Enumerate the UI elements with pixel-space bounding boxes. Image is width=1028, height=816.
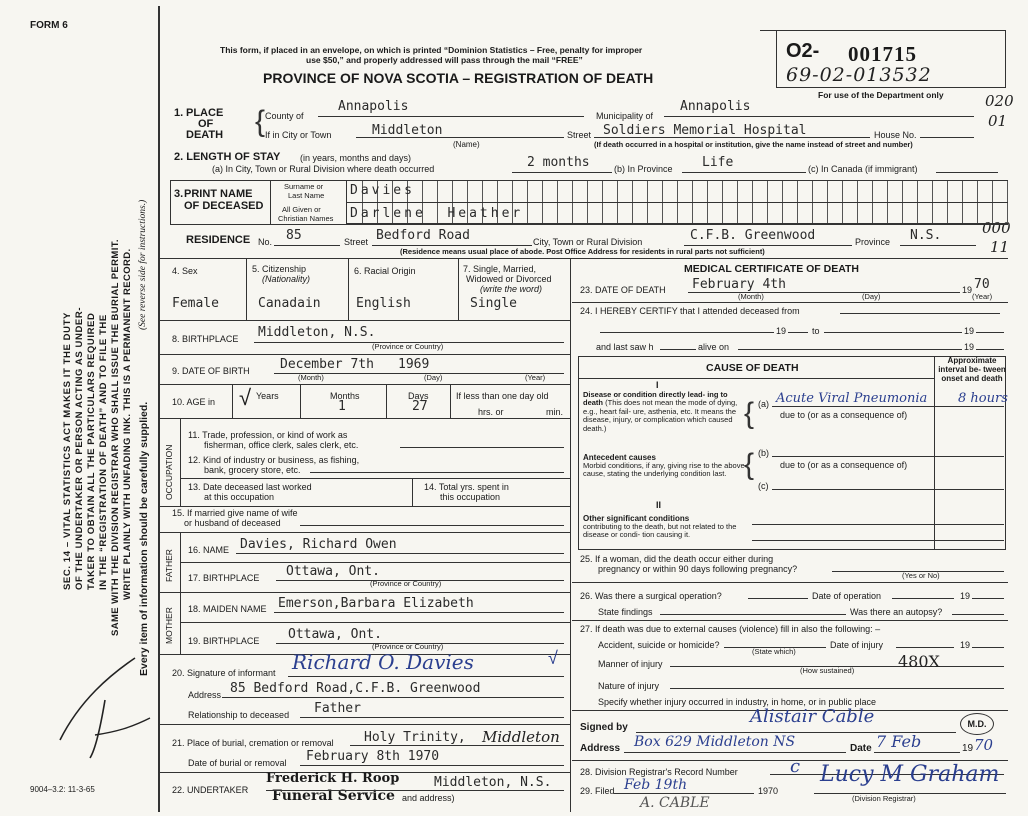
sidebar-scribble xyxy=(55,640,155,760)
q25-label-1: 25. If a woman, did the death occur either during xyxy=(580,554,774,564)
undertaker-label: 22. UNDERTAKER xyxy=(172,785,249,795)
cause-c-label: (c) xyxy=(758,481,769,491)
medical-title: MEDICAL CERTIFICATE OF DEATH xyxy=(684,263,859,275)
findings-line xyxy=(660,614,846,615)
disease-description xyxy=(583,391,745,433)
mother-side-divider xyxy=(180,592,181,654)
marital-label-3: (write the word) xyxy=(480,284,543,294)
injury-19: 19 xyxy=(960,640,971,650)
injury-date-label: Date of injury xyxy=(830,640,884,650)
signed-label: Signed by xyxy=(580,722,628,733)
mother-mid-rule xyxy=(180,622,570,623)
q1-number: 1. xyxy=(174,107,184,119)
dob-label: 9. DATE OF BIRTH xyxy=(172,366,250,376)
occ-div-13 xyxy=(412,478,413,506)
reg-prefix: O2- xyxy=(786,40,820,62)
q14-label-2: this occupation xyxy=(440,492,501,502)
cause-a-label: (a) xyxy=(758,399,769,409)
row-rule-20 xyxy=(160,724,570,725)
form-code: FORM 6 xyxy=(30,20,68,31)
physician-date-label: Date xyxy=(850,743,872,754)
dob-value: December 7th xyxy=(280,357,374,372)
house-line xyxy=(920,137,974,138)
mother-name-label: 18. MAIDEN NAME xyxy=(188,604,267,614)
age-label: 10. AGE in xyxy=(172,397,216,407)
interval-header: Approximate interval be- tween onset and death xyxy=(938,356,1006,383)
q24-line-2b xyxy=(788,332,808,333)
q2-sub: (in years, months and days) xyxy=(300,153,412,163)
q12-label-2: bank, grocery store, etc. xyxy=(204,465,301,475)
side-text-8: (See reverse side for instructions.) xyxy=(138,199,148,330)
mother-side-label: MOTHER xyxy=(164,607,174,644)
state-which: (State which) xyxy=(752,647,796,656)
cause-title: CAUSE OF DEATH xyxy=(706,362,799,374)
informant-address: 85 Bedford Road,C.F.B. Greenwood xyxy=(230,681,481,696)
sidebar-divider xyxy=(158,6,160,812)
q3-left-border xyxy=(170,180,171,224)
other-line-1 xyxy=(752,524,1004,525)
other-line-2 xyxy=(752,540,1004,541)
interval-a-value: 8 hours xyxy=(958,391,1008,406)
filed-line xyxy=(614,793,754,794)
q24-alive-on: alive on xyxy=(698,342,730,352)
racial-value: English xyxy=(356,296,411,311)
dept-use-label: For use of the Department only xyxy=(818,90,944,100)
q26-line-2 xyxy=(892,598,954,599)
grid-top-rule xyxy=(160,258,1008,259)
residence-note: (Residence means usual place of abode. Post Office Address for residents in rural parts not sufficient) xyxy=(400,247,765,256)
header-notice-1: This form, if placed in an envelope, on which is printed “Dominion Statistics – Free, penalty for improper xyxy=(220,45,643,55)
q24-line-1 xyxy=(840,313,1000,314)
age-months-label: Months xyxy=(330,391,360,401)
citizenship-value: Canadain xyxy=(258,296,321,311)
age-days-label: Days xyxy=(408,391,429,401)
row-rule-15 xyxy=(160,532,570,533)
findings-label: State findings xyxy=(598,607,653,617)
given-label-2: Christian Names xyxy=(278,214,334,223)
physician-year-hw: 70 xyxy=(974,736,994,754)
manner-hw: 480X xyxy=(898,652,940,671)
accident-label: Accident, suicide or homicide? xyxy=(598,640,720,650)
q26-line-3 xyxy=(972,598,1004,599)
other-rest: contributing to the death, but not related to the disease or condi- tion causing it. xyxy=(583,522,737,540)
med-rule-23 xyxy=(572,302,1008,303)
q1-brace: { xyxy=(255,105,266,138)
dod-year-label: (Year) xyxy=(972,292,993,301)
house-label: House No. xyxy=(874,130,917,140)
specify-label: Specify whether injury occurred in industry, in home, or in public place xyxy=(598,697,876,707)
cause-a-value: Acute Viral Pneumonia xyxy=(776,391,928,406)
dod-year: 70 xyxy=(974,277,990,292)
residence-city-label: City, Town or Rural Division xyxy=(533,237,643,247)
birthplace-value: Middleton, N.S. xyxy=(258,325,376,340)
q29-label: 29. Filed xyxy=(580,786,615,796)
municipality-label: Municipality of xyxy=(596,111,654,121)
autopsy-line xyxy=(952,614,1004,615)
q12-label-1: 12. Kind of industry or business, as fishing, xyxy=(188,455,360,465)
residence-no-line xyxy=(274,245,340,246)
father-side-label: FATHER xyxy=(164,549,174,582)
occ-rule-12 xyxy=(180,478,570,479)
relationship-line xyxy=(300,717,564,718)
occupation-side-label: OCCUPATION xyxy=(164,444,174,500)
municipality-line xyxy=(664,116,974,117)
age-div-0 xyxy=(232,384,233,418)
residence-province-label: Province xyxy=(855,237,891,247)
age-check-mark: √ xyxy=(239,385,252,410)
street-label: Street xyxy=(567,130,592,140)
q24-line-3c xyxy=(976,349,1004,350)
informant-check: √ xyxy=(548,648,558,668)
nature-line xyxy=(670,688,1004,689)
burial-place-line xyxy=(350,745,564,746)
municipality-value: Annapolis xyxy=(680,99,751,114)
disease-rest: (This does not mean the mode of dying, e.g., heart fail- ure, asthenia, etc. It means the disease, injury, or complication which caused death.) xyxy=(583,398,738,433)
q13-label-2: at this occupation xyxy=(204,492,275,502)
cause-b-label: (b) xyxy=(758,448,769,458)
q24-label: 24. I HEREBY CERTIFY that I attended deceased from xyxy=(580,306,800,316)
surname-value: Davies xyxy=(350,183,415,198)
given-value: Darlene Heather xyxy=(350,206,524,221)
q26-line-1 xyxy=(748,598,808,599)
q1-heading-3: DEATH xyxy=(186,129,224,141)
header-notice-2: use $50,” and properly addressed will pass through the mail “FREE” xyxy=(306,55,583,65)
q2b-value: Life xyxy=(702,155,734,170)
q24-line-2c xyxy=(824,332,962,333)
age-div-2 xyxy=(386,384,387,418)
reg-number: 001715 xyxy=(848,42,917,66)
burial-date: February 8th 1970 xyxy=(306,749,440,764)
side-text-1: SEC. 14 – VITAL STATISTICS ACT MAKES IT THE DUTY xyxy=(62,312,73,590)
informant-label: 20. Signature of informant xyxy=(172,668,276,678)
row-rule-10 xyxy=(160,418,570,419)
physician-address-label: Address xyxy=(580,743,621,754)
residence-province-line xyxy=(900,245,976,246)
physician-signature: Alistair Cable xyxy=(750,706,875,727)
q15-line xyxy=(300,525,564,526)
undertaker-location: Middleton, N.S. xyxy=(434,775,552,790)
cause-brace-2: { xyxy=(744,448,755,481)
q25-yes-no: (Yes or No) xyxy=(902,571,940,580)
burial-place-label: 21. Place of burial, cremation or removal xyxy=(172,738,334,748)
bottom-handwriting: A. CABLE xyxy=(640,795,710,811)
row-rule-17 xyxy=(160,592,570,593)
cause-title-rule xyxy=(578,378,934,379)
father-name-label: 16. NAME xyxy=(188,545,230,555)
q11-line xyxy=(400,447,564,448)
registrar-label: (Division Registrar) xyxy=(852,794,916,803)
father-bp: Ottawa, Ont. xyxy=(286,564,380,579)
city-value: Middleton xyxy=(372,123,443,138)
undertaker-stamp-2: Funeral Service xyxy=(272,788,395,804)
q24-19a: 19 xyxy=(776,326,787,336)
father-name-line xyxy=(236,553,564,554)
residence-city: C.F.B. Greenwood xyxy=(690,228,816,243)
birthplace-sub: (Province or Country) xyxy=(372,342,444,351)
physician-date-line xyxy=(874,752,960,753)
surname-label-2: Last Name xyxy=(288,191,325,200)
op-19: 19 xyxy=(960,591,971,601)
q11-label-2: fisherman, office clerk, sales clerk, etc. xyxy=(204,440,359,450)
age-less-day: If less than one day old xyxy=(456,391,549,401)
q27-label: 27. If death was due to external causes (violence) fill in also the following: – xyxy=(580,624,881,634)
q28-label: 28. Division Registrar's Record Number xyxy=(580,767,738,777)
street-line xyxy=(594,137,870,138)
age-days-value: 27 xyxy=(412,399,428,414)
q28-hw: c xyxy=(790,756,801,777)
county-label: County of xyxy=(265,111,304,121)
q12-line xyxy=(310,472,564,473)
surname-label-1: Surname or xyxy=(284,182,324,191)
street-value: Soldiers Memorial Hospital xyxy=(603,123,807,138)
filed-hw: Feb 19th xyxy=(624,777,688,793)
informant-signature: Richard O. Davies xyxy=(292,650,474,674)
cause-b-line xyxy=(772,456,1004,457)
antecedent-bold: Antecedent causes xyxy=(583,453,656,462)
city-line xyxy=(356,137,564,138)
marital-value: Single xyxy=(470,296,517,311)
informant-address-label: Address xyxy=(188,690,222,700)
q13-label-1: 13. Date deceased last worked xyxy=(188,482,312,492)
informant-signature-line xyxy=(288,676,564,677)
citizenship-sub: (Nationality) xyxy=(262,274,311,284)
filed-year: 1970 xyxy=(758,786,779,796)
informant-address-line xyxy=(222,697,564,698)
age-years-label: Years xyxy=(256,391,279,401)
side-text-6: WRITE PLAINLY WITH UNFADING INK. THIS IS A PERMANENT RECORD. xyxy=(122,248,133,600)
q2a-value: 2 months xyxy=(527,155,590,170)
form-title: PROVINCE OF NOVA SCOTIA – REGISTRATION OF DEATH xyxy=(263,70,654,86)
q11-label-1: 11. Trade, profession, or kind of work as xyxy=(188,430,348,440)
citizenship-label: 5. Citizenship xyxy=(252,264,307,274)
name-box-midline xyxy=(346,202,1008,203)
physician-date-hw: 7 Feb xyxy=(876,732,922,751)
disease-bold: Disease or condition directly lead- ing to death xyxy=(583,390,728,408)
mother-bp-label: 19. BIRTHPLACE xyxy=(188,636,260,646)
burial-place-hw: Middleton xyxy=(482,728,560,746)
q14-label-1: 14. Total yrs. spent in xyxy=(424,482,509,492)
col-div-2 xyxy=(348,258,349,320)
sex-label: 4. Sex xyxy=(172,266,198,276)
mother-bp: Ottawa, Ont. xyxy=(288,627,382,642)
physician-year-prefix: 19 xyxy=(962,743,974,754)
residence-heading: RESIDENCE xyxy=(186,234,251,246)
relationship-value: Father xyxy=(314,701,361,716)
city-label: If in City or Town xyxy=(265,130,332,140)
dept-code-2: 01 xyxy=(988,112,1008,130)
place-name-label: (Name) xyxy=(453,140,480,149)
dod-month-label: (Month) xyxy=(738,292,764,301)
age-div-3 xyxy=(450,384,451,418)
cause-a-line xyxy=(772,406,1004,407)
dept-code-3: 000 xyxy=(982,219,1011,237)
dept-code-1: 020 xyxy=(985,92,1014,110)
burial-date-line xyxy=(300,765,564,766)
med-rule-26 xyxy=(572,620,1008,621)
side-text-4: IN THE “REGISTRATION OF DEATH” AND TO FILE THE xyxy=(98,314,109,590)
q24-line-3b xyxy=(738,349,962,350)
reg-handwritten: 69-02-013532 xyxy=(786,64,932,86)
col-div-3 xyxy=(458,258,459,320)
side-text-3: TAKER TO OBTAIN ALL THE PARTICULARS REQUIRED xyxy=(86,312,97,590)
print-code: 9004–3.2: 11-3-65 xyxy=(30,785,95,794)
dod-line xyxy=(688,292,960,293)
father-bp-label: 17. BIRTHPLACE xyxy=(188,573,260,583)
row-rule-8 xyxy=(160,354,570,355)
age-min-label: min. xyxy=(546,407,564,417)
dob-month-label: (Month) xyxy=(298,373,324,382)
other-bold: Other significant conditions xyxy=(583,514,690,523)
cause-c-line xyxy=(772,489,1004,490)
q3-heading-1: PRINT NAME xyxy=(184,188,253,200)
residence-street: Bedford Road xyxy=(376,228,470,243)
physician-address-line xyxy=(624,752,846,753)
med-rule-25 xyxy=(572,582,1008,583)
q23-label: 23. DATE OF DEATH xyxy=(580,285,666,295)
marital-label-2: Widowed or Divorced xyxy=(466,274,552,284)
how-sustained: (How sustained) xyxy=(800,666,855,675)
due-to-1: due to (or as a consequence of) xyxy=(780,410,908,420)
md-badge: M.D. xyxy=(960,713,994,735)
q3-bottom-rule xyxy=(170,224,1008,225)
q2b-line xyxy=(682,172,806,173)
row-rule-7 xyxy=(160,320,570,321)
age-hrs-label: hrs. or xyxy=(478,407,504,417)
row-rule-9 xyxy=(160,384,570,385)
q24-to: to xyxy=(812,326,820,336)
burial-date-label: Date of burial or removal xyxy=(188,758,287,768)
racial-label: 6. Racial Origin xyxy=(354,266,416,276)
q15-label-2: or husband of deceased xyxy=(184,518,281,528)
father-mid-rule xyxy=(180,562,570,563)
q3-number: 3. xyxy=(174,188,184,200)
side-text-7: Every item of information should be carefully supplied. xyxy=(138,401,150,676)
q24-line-3a xyxy=(660,349,696,350)
antecedent-rest: Morbid conditions, if any, giving rise to the above cause, stating the underlying condition last. xyxy=(583,461,745,479)
residence-street-line xyxy=(372,245,532,246)
op-date-label: Date of operation xyxy=(812,591,882,601)
q2-heading: 2. LENGTH OF STAY xyxy=(174,151,281,163)
side-text-2: OF THE UNDERTAKER OR PERSON ACTING AS UNDER- xyxy=(74,306,85,590)
birthplace-label: 8. BIRTHPLACE xyxy=(172,334,239,344)
undertaker-line xyxy=(266,790,564,791)
q24-last-saw: and last saw h xyxy=(596,342,654,352)
father-bp-sub: (Province or Country) xyxy=(370,579,442,588)
registrar-signature: Lucy M Graham xyxy=(820,762,1000,787)
q2b-label: (b) In Province xyxy=(614,164,673,174)
relationship-label: Relationship to deceased xyxy=(188,710,290,720)
q2c-line xyxy=(936,172,998,173)
q15-label-1: 15. If married give name of wife xyxy=(172,508,298,518)
reg-box-left xyxy=(776,30,777,88)
side-text-5: SAME WITH THE DIVISION REGISTRAR WHO SHALL ISSUE THE BURIAL PERMIT. xyxy=(110,239,121,636)
roman-1: I xyxy=(656,380,659,390)
dod-day-label: (Day) xyxy=(862,292,881,301)
q3-divider xyxy=(270,180,271,224)
physician-address-hw: Box 629 Middleton NS xyxy=(634,734,796,750)
undertaker-stamp-1: Frederick H. Roop xyxy=(266,771,400,786)
nature-label: Nature of injury xyxy=(598,681,660,691)
dept-code-4: 11 xyxy=(990,238,1010,256)
county-value: Annapolis xyxy=(338,99,409,114)
dod-value: February 4th xyxy=(692,277,786,292)
place-note: (If death occurred in a hospital or institution, give the name instead of street and number) xyxy=(594,140,913,149)
dob-year: 1969 xyxy=(398,357,430,372)
given-label-1: All Given or xyxy=(282,205,321,214)
row-rule-14 xyxy=(160,506,570,507)
q25-label-2: pregnancy or within 90 days following pregnancy? xyxy=(598,564,798,574)
q24-19b: 19 xyxy=(964,326,975,336)
undertaker-address-label: and address) xyxy=(402,793,455,803)
q2a-label: (a) In City, Town or Rural Division where death occurred xyxy=(212,164,435,174)
county-line xyxy=(318,116,584,117)
injury-date-line xyxy=(896,647,954,648)
dob-year-label: (Year) xyxy=(525,373,546,382)
dob-day-label: (Day) xyxy=(424,373,443,382)
col-div-1 xyxy=(246,258,247,320)
sex-value: Female xyxy=(172,296,219,311)
q24-19c: 19 xyxy=(964,342,975,352)
residence-street-label: Street xyxy=(344,237,369,247)
q1-heading-2: OF xyxy=(198,118,214,130)
q24-line-2d xyxy=(976,332,1004,333)
q3-heading-2: OF DECEASED xyxy=(184,200,264,212)
marital-label-1: 7. Single, Married, xyxy=(463,264,537,274)
mother-bp-sub: (Province or Country) xyxy=(372,642,444,651)
residence-province: N.S. xyxy=(910,228,942,243)
mother-name: Emerson,Barbara Elizabeth xyxy=(278,596,474,611)
roman-2: II xyxy=(656,500,662,510)
residence-no: 85 xyxy=(286,228,302,243)
age-div-1 xyxy=(300,384,301,418)
manner-label: Manner of injury xyxy=(598,659,663,669)
q2c-label: (c) In Canada (if immigrant) xyxy=(808,164,918,174)
autopsy-label: Was there an autopsy? xyxy=(850,607,943,617)
father-name: Davies, Richard Owen xyxy=(240,537,397,552)
q26-label: 26. Was there a surgical operation? xyxy=(580,591,722,601)
due-to-2: due to (or as a consequence of) xyxy=(780,460,908,470)
cause-brace-1: { xyxy=(744,397,755,430)
q2a-line xyxy=(512,172,612,173)
occ-side-divider xyxy=(180,418,181,506)
cause-interval-divider xyxy=(934,356,935,550)
residence-no-label: No. xyxy=(258,237,273,247)
age-months-value: 1 xyxy=(338,399,346,414)
injury-year-line xyxy=(972,647,1004,648)
residence-city-line xyxy=(684,245,852,246)
center-divider xyxy=(570,258,571,812)
mother-name-line xyxy=(274,612,564,613)
q24-line-2a xyxy=(600,332,774,333)
dod-year-prefix: 19 xyxy=(962,285,973,295)
q1-heading-1: PLACE xyxy=(186,107,224,119)
burial-place: Holy Trinity, xyxy=(364,730,466,745)
